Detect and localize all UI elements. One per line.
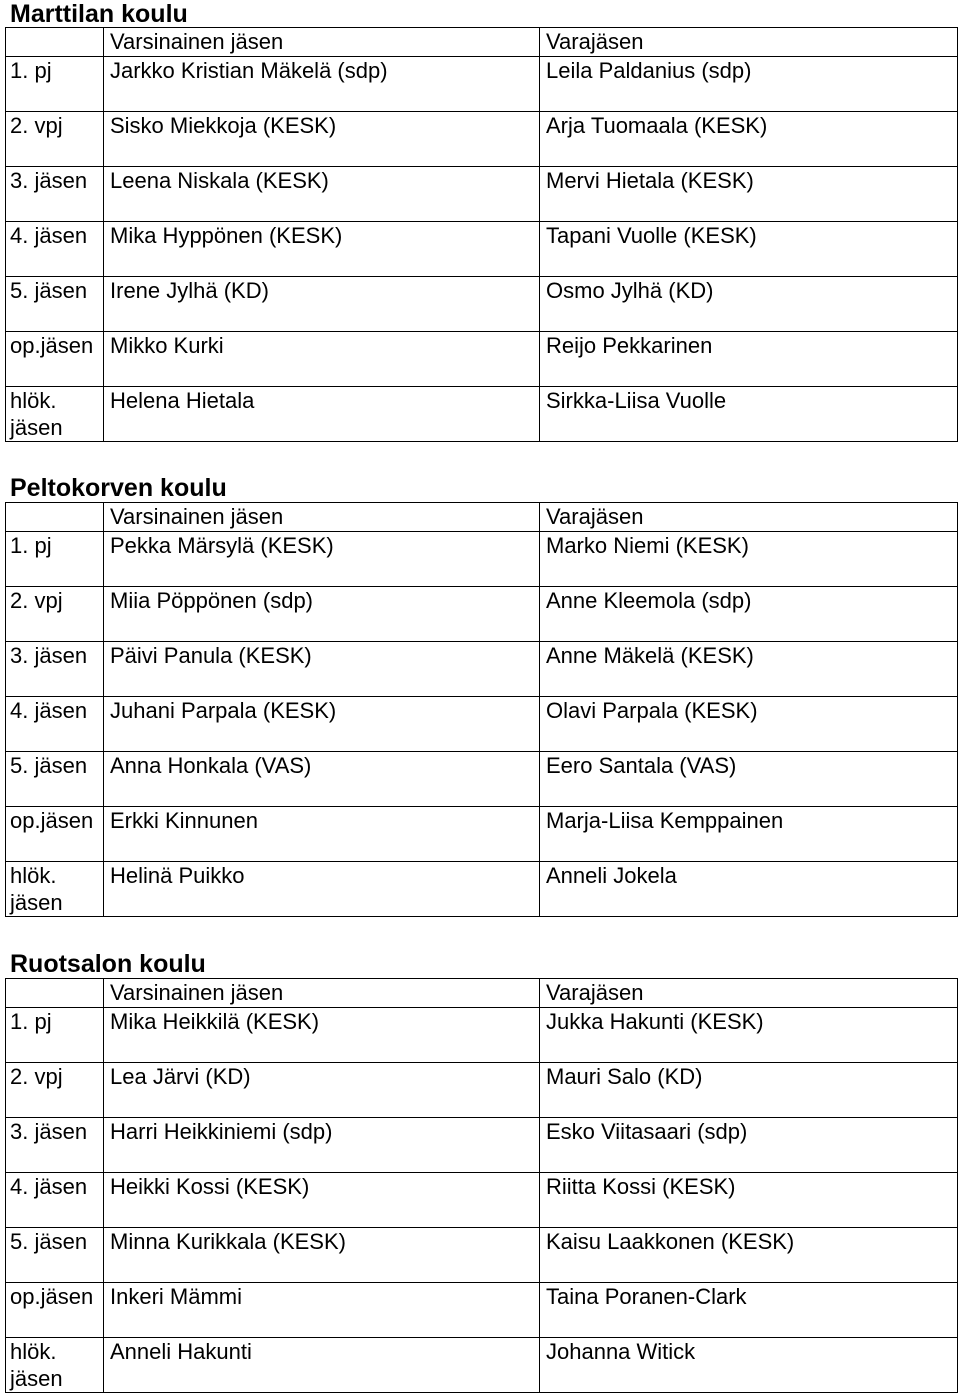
table-row — [6, 697, 958, 752]
member-cell: Anneli Hakunti — [104, 1338, 540, 1393]
member-cell: Pekka Märsylä (KESK) — [104, 532, 540, 587]
deputy-cell: Reijo Pekkarinen — [540, 332, 958, 387]
deputy-cell: Arja Tuomaala (KESK) — [540, 112, 958, 167]
member-cell: Jarkko Kristian Mäkelä (sdp) — [104, 57, 540, 112]
table-row — [6, 807, 958, 862]
school-title: Peltokorven koulu — [10, 474, 227, 502]
header-member: Varsinainen jäsen — [104, 503, 540, 532]
role-line-2: jäsen — [10, 890, 63, 915]
role-cell: 3. jäsen — [6, 1118, 104, 1173]
role-line-1: hlök. — [10, 863, 57, 888]
deputy-cell: Osmo Jylhä (KD) — [540, 277, 958, 332]
table-header-row — [6, 503, 958, 532]
member-cell: Mikko Kurki — [104, 332, 540, 387]
member-cell: Juhani Parpala (KESK) — [104, 697, 540, 752]
table-row — [6, 1008, 958, 1063]
role-cell: 5. jäsen — [6, 752, 104, 807]
deputy-cell: Taina Poranen-Clark — [540, 1283, 958, 1338]
deputy-cell: Mauri Salo (KD) — [540, 1063, 958, 1118]
school-section-marttila — [0, 0, 960, 440]
role-cell: 3. jäsen — [6, 642, 104, 697]
role-cell: 5. jäsen — [6, 277, 104, 332]
role-cell: op.jäsen — [6, 1283, 104, 1338]
table-header-row — [6, 979, 958, 1008]
school-section-ruotsalo — [0, 950, 960, 1392]
members-table — [5, 978, 958, 1393]
role-cell: 4. jäsen — [6, 1173, 104, 1228]
member-cell: Mika Heikkilä (KESK) — [104, 1008, 540, 1063]
deputy-cell: Tapani Vuolle (KESK) — [540, 222, 958, 277]
table-row — [6, 1063, 958, 1118]
header-member: Varsinainen jäsen — [104, 28, 540, 57]
member-cell: Anna Honkala (VAS) — [104, 752, 540, 807]
role-cell: 3. jäsen — [6, 167, 104, 222]
table-row — [6, 752, 958, 807]
member-cell: Leena Niskala (KESK) — [104, 167, 540, 222]
role-cell: 2. vpj — [6, 1063, 104, 1118]
deputy-cell: Leila Paldanius (sdp) — [540, 57, 958, 112]
deputy-cell: Johanna Witick — [540, 1338, 958, 1393]
member-cell: Lea Järvi (KD) — [104, 1063, 540, 1118]
table-row — [6, 532, 958, 587]
member-cell: Minna Kurikkala (KESK) — [104, 1228, 540, 1283]
role-cell: 1. pj — [6, 57, 104, 112]
table-row — [6, 1338, 958, 1393]
table-row — [6, 387, 958, 442]
role-cell — [6, 387, 104, 442]
role-line-2: jäsen — [10, 415, 63, 440]
table-row — [6, 222, 958, 277]
deputy-cell: Jukka Hakunti (KESK) — [540, 1008, 958, 1063]
deputy-cell: Kaisu Laakkonen (KESK) — [540, 1228, 958, 1283]
table-row — [6, 167, 958, 222]
role-cell: 4. jäsen — [6, 697, 104, 752]
header-deputy: Varajäsen — [540, 28, 958, 57]
member-cell: Helena Hietala — [104, 387, 540, 442]
table-row — [6, 57, 958, 112]
member-cell: Erkki Kinnunen — [104, 807, 540, 862]
table-row — [6, 112, 958, 167]
member-cell: Irene Jylhä (KD) — [104, 277, 540, 332]
deputy-cell: Eero Santala (VAS) — [540, 752, 958, 807]
table-row — [6, 862, 958, 917]
member-cell: Miia Pöppönen (sdp) — [104, 587, 540, 642]
table-row — [6, 587, 958, 642]
deputy-cell: Marja-Liisa Kemppainen — [540, 807, 958, 862]
role-cell: 2. vpj — [6, 587, 104, 642]
role-cell: 4. jäsen — [6, 222, 104, 277]
member-cell: Helinä Puikko — [104, 862, 540, 917]
table-row — [6, 1283, 958, 1338]
table-row — [6, 1228, 958, 1283]
deputy-cell: Olavi Parpala (KESK) — [540, 697, 958, 752]
deputy-cell: Mervi Hietala (KESK) — [540, 167, 958, 222]
role-cell: 5. jäsen — [6, 1228, 104, 1283]
header-deputy: Varajäsen — [540, 503, 958, 532]
table-row — [6, 1173, 958, 1228]
role-cell: op.jäsen — [6, 332, 104, 387]
member-cell: Päivi Panula (KESK) — [104, 642, 540, 697]
header-role — [6, 503, 104, 532]
role-line-1: hlök. — [10, 1339, 57, 1364]
role-cell: op.jäsen — [6, 807, 104, 862]
role-cell: 1. pj — [6, 1008, 104, 1063]
role-cell: 2. vpj — [6, 112, 104, 167]
table-row — [6, 277, 958, 332]
header-deputy: Varajäsen — [540, 979, 958, 1008]
header-role — [6, 979, 104, 1008]
deputy-cell: Esko Viitasaari (sdp) — [540, 1118, 958, 1173]
member-cell: Harri Heikkiniemi (sdp) — [104, 1118, 540, 1173]
role-line-1: hlök. — [10, 388, 57, 413]
members-table — [5, 502, 958, 917]
school-section-peltokorpi — [0, 474, 960, 916]
school-title: Marttilan koulu — [10, 0, 188, 28]
deputy-cell: Marko Niemi (KESK) — [540, 532, 958, 587]
role-cell: 1. pj — [6, 532, 104, 587]
table-row — [6, 332, 958, 387]
deputy-cell: Anneli Jokela — [540, 862, 958, 917]
table-row — [6, 642, 958, 697]
members-table — [5, 27, 958, 442]
member-cell: Sisko Miekkoja (KESK) — [104, 112, 540, 167]
role-cell — [6, 1338, 104, 1393]
deputy-cell: Riitta Kossi (KESK) — [540, 1173, 958, 1228]
role-cell — [6, 862, 104, 917]
table-header-row — [6, 28, 958, 57]
member-cell: Heikki Kossi (KESK) — [104, 1173, 540, 1228]
member-cell: Mika Hyppönen (KESK) — [104, 222, 540, 277]
deputy-cell: Sirkka-Liisa Vuolle — [540, 387, 958, 442]
deputy-cell: Anne Mäkelä (KESK) — [540, 642, 958, 697]
school-title: Ruotsalon koulu — [10, 950, 206, 978]
deputy-cell: Anne Kleemola (sdp) — [540, 587, 958, 642]
header-role — [6, 28, 104, 57]
header-member: Varsinainen jäsen — [104, 979, 540, 1008]
member-cell: Inkeri Mämmi — [104, 1283, 540, 1338]
table-row — [6, 1118, 958, 1173]
role-line-2: jäsen — [10, 1366, 63, 1391]
